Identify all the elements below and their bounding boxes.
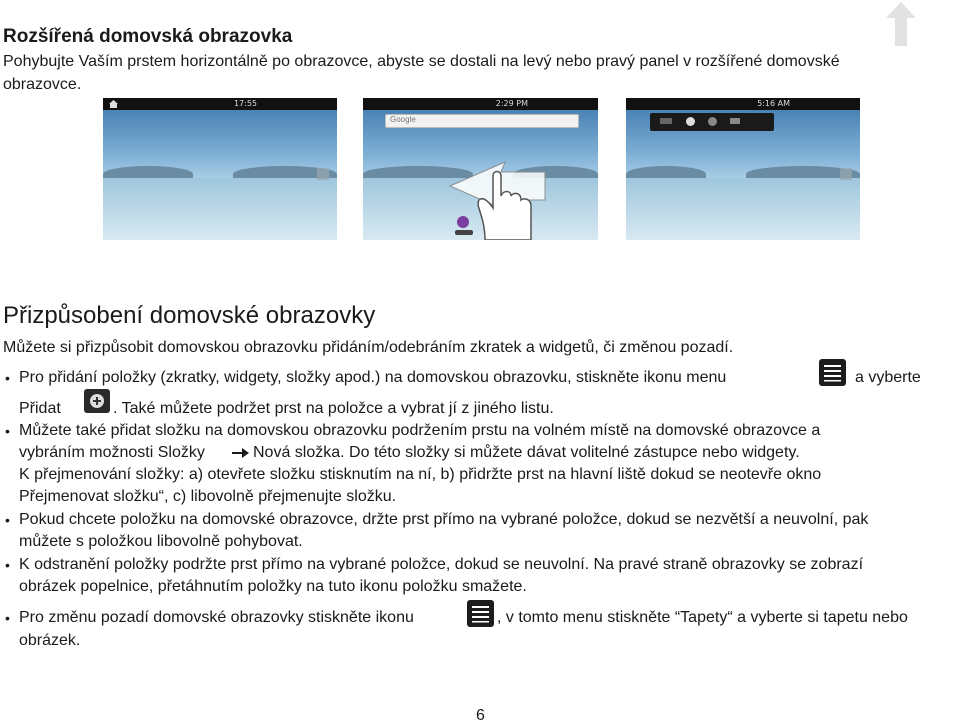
bullet-marker: • bbox=[5, 610, 10, 626]
bullet-marker: • bbox=[5, 370, 10, 386]
menu-icon bbox=[819, 359, 846, 386]
bullet2-line2-b: Nová složka. Do této složky si můžete dávat volitelné zástupce nebo widgety. bbox=[253, 444, 800, 461]
add-icon bbox=[84, 389, 110, 413]
status-time: 17:55 bbox=[233, 99, 257, 108]
bullet1-text-a: Pro přidání položky (zkratky, widgety, složky apod.) na domovskou obrazovku, stiskněte ikonu menu bbox=[19, 369, 727, 386]
menu-icon bbox=[467, 600, 494, 627]
bullet3-line2: můžete s položkou libovolně pohybovat. bbox=[19, 533, 303, 550]
brightness-toggle-icon[interactable] bbox=[708, 117, 717, 126]
status-time: 2:29 PM bbox=[495, 99, 528, 108]
bullet2-line3: K přejmenování složky: a) otevřete složku stisknutím na ní, b) přidržte prst na hlavní liště dokud se neotevře okno bbox=[19, 466, 822, 483]
bullet3-line1: Pokud chcete položku na domovské obrazovce, držte prst přímo na vybrané položce, dokud se nezvětší a neuvolní, pak bbox=[19, 511, 869, 528]
up-arrow-icon bbox=[886, 2, 916, 46]
search-bar[interactable] bbox=[385, 114, 579, 128]
apps-grid-icon bbox=[840, 168, 852, 180]
bullet5-text-a: Pro změnu pozadí domovské obrazovky stiskněte ikonu bbox=[19, 609, 414, 626]
bullet5-line2: obrázek. bbox=[19, 632, 81, 649]
power-widget[interactable] bbox=[650, 113, 774, 131]
bullet-marker: • bbox=[5, 512, 10, 528]
screenshot-left-panel bbox=[103, 98, 337, 240]
home-icon bbox=[109, 100, 118, 108]
bullet4-line1: K odstranění položky podržte prst přímo na vybrané položce, dokud se neuvolní. Na pravé straně obrazovky se zobrazí bbox=[19, 556, 864, 573]
apps-grid-icon bbox=[317, 168, 329, 180]
section-title-extended-home: Rozšířená domovská obrazovka bbox=[3, 26, 293, 47]
section-title-customize-home: Přizpůsobení domovské obrazovky bbox=[3, 302, 376, 329]
status-time: 5:16 AM bbox=[757, 99, 790, 108]
bullet1-text-d: . Také můžete podržet prst na položce a vybrat jí z jiného listu. bbox=[113, 400, 554, 417]
page-number: 6 bbox=[476, 707, 485, 724]
bullet1-text-c: Přidat bbox=[19, 400, 61, 417]
battery-toggle-icon[interactable] bbox=[730, 118, 740, 124]
search-placeholder: Google bbox=[390, 115, 416, 124]
bullet-marker: • bbox=[5, 423, 10, 439]
screenshot-center-panel bbox=[363, 98, 598, 240]
bullet2-line1: Můžete také přidat složku na domovskou obrazovku podržením prstu na volném místě na domovské obrazovce a bbox=[19, 422, 821, 439]
app-label-chip bbox=[455, 230, 473, 235]
intro-text: Můžete si přizpůsobit domovskou obrazovku přidáním/odebráním zkratek a widgetů, či změnou pozadí. bbox=[3, 339, 734, 356]
app-icon[interactable] bbox=[457, 216, 469, 228]
bullet-marker: • bbox=[5, 557, 10, 573]
sync-toggle-icon[interactable] bbox=[686, 117, 695, 126]
section-desc-line1: Pohybujte Vaším prstem horizontálně po obrazovce, abyste se dostali na levý nebo pravý panel v rozšířené domovské bbox=[3, 53, 840, 70]
bullet2-line2-a: vybráním možnosti Složky bbox=[19, 444, 205, 461]
bullet4-line2: obrázek popelnice, přetáhnutím položky na tuto ikonu položku smažete. bbox=[19, 578, 527, 595]
bullet1-text-b: a vyberte bbox=[855, 369, 921, 386]
arrow-right-icon bbox=[232, 447, 250, 459]
bullet2-line4: Přejmenovat složku“, c) libovolně přejmenujte složku. bbox=[19, 488, 397, 505]
section-desc-line2: obrazovce. bbox=[3, 76, 82, 93]
wifi-toggle-icon[interactable] bbox=[660, 118, 672, 124]
screenshot-right-panel bbox=[626, 98, 860, 240]
bullet5-text-b: , v tomto menu stiskněte “Tapety“ a vyberte si tapetu nebo bbox=[497, 609, 908, 626]
